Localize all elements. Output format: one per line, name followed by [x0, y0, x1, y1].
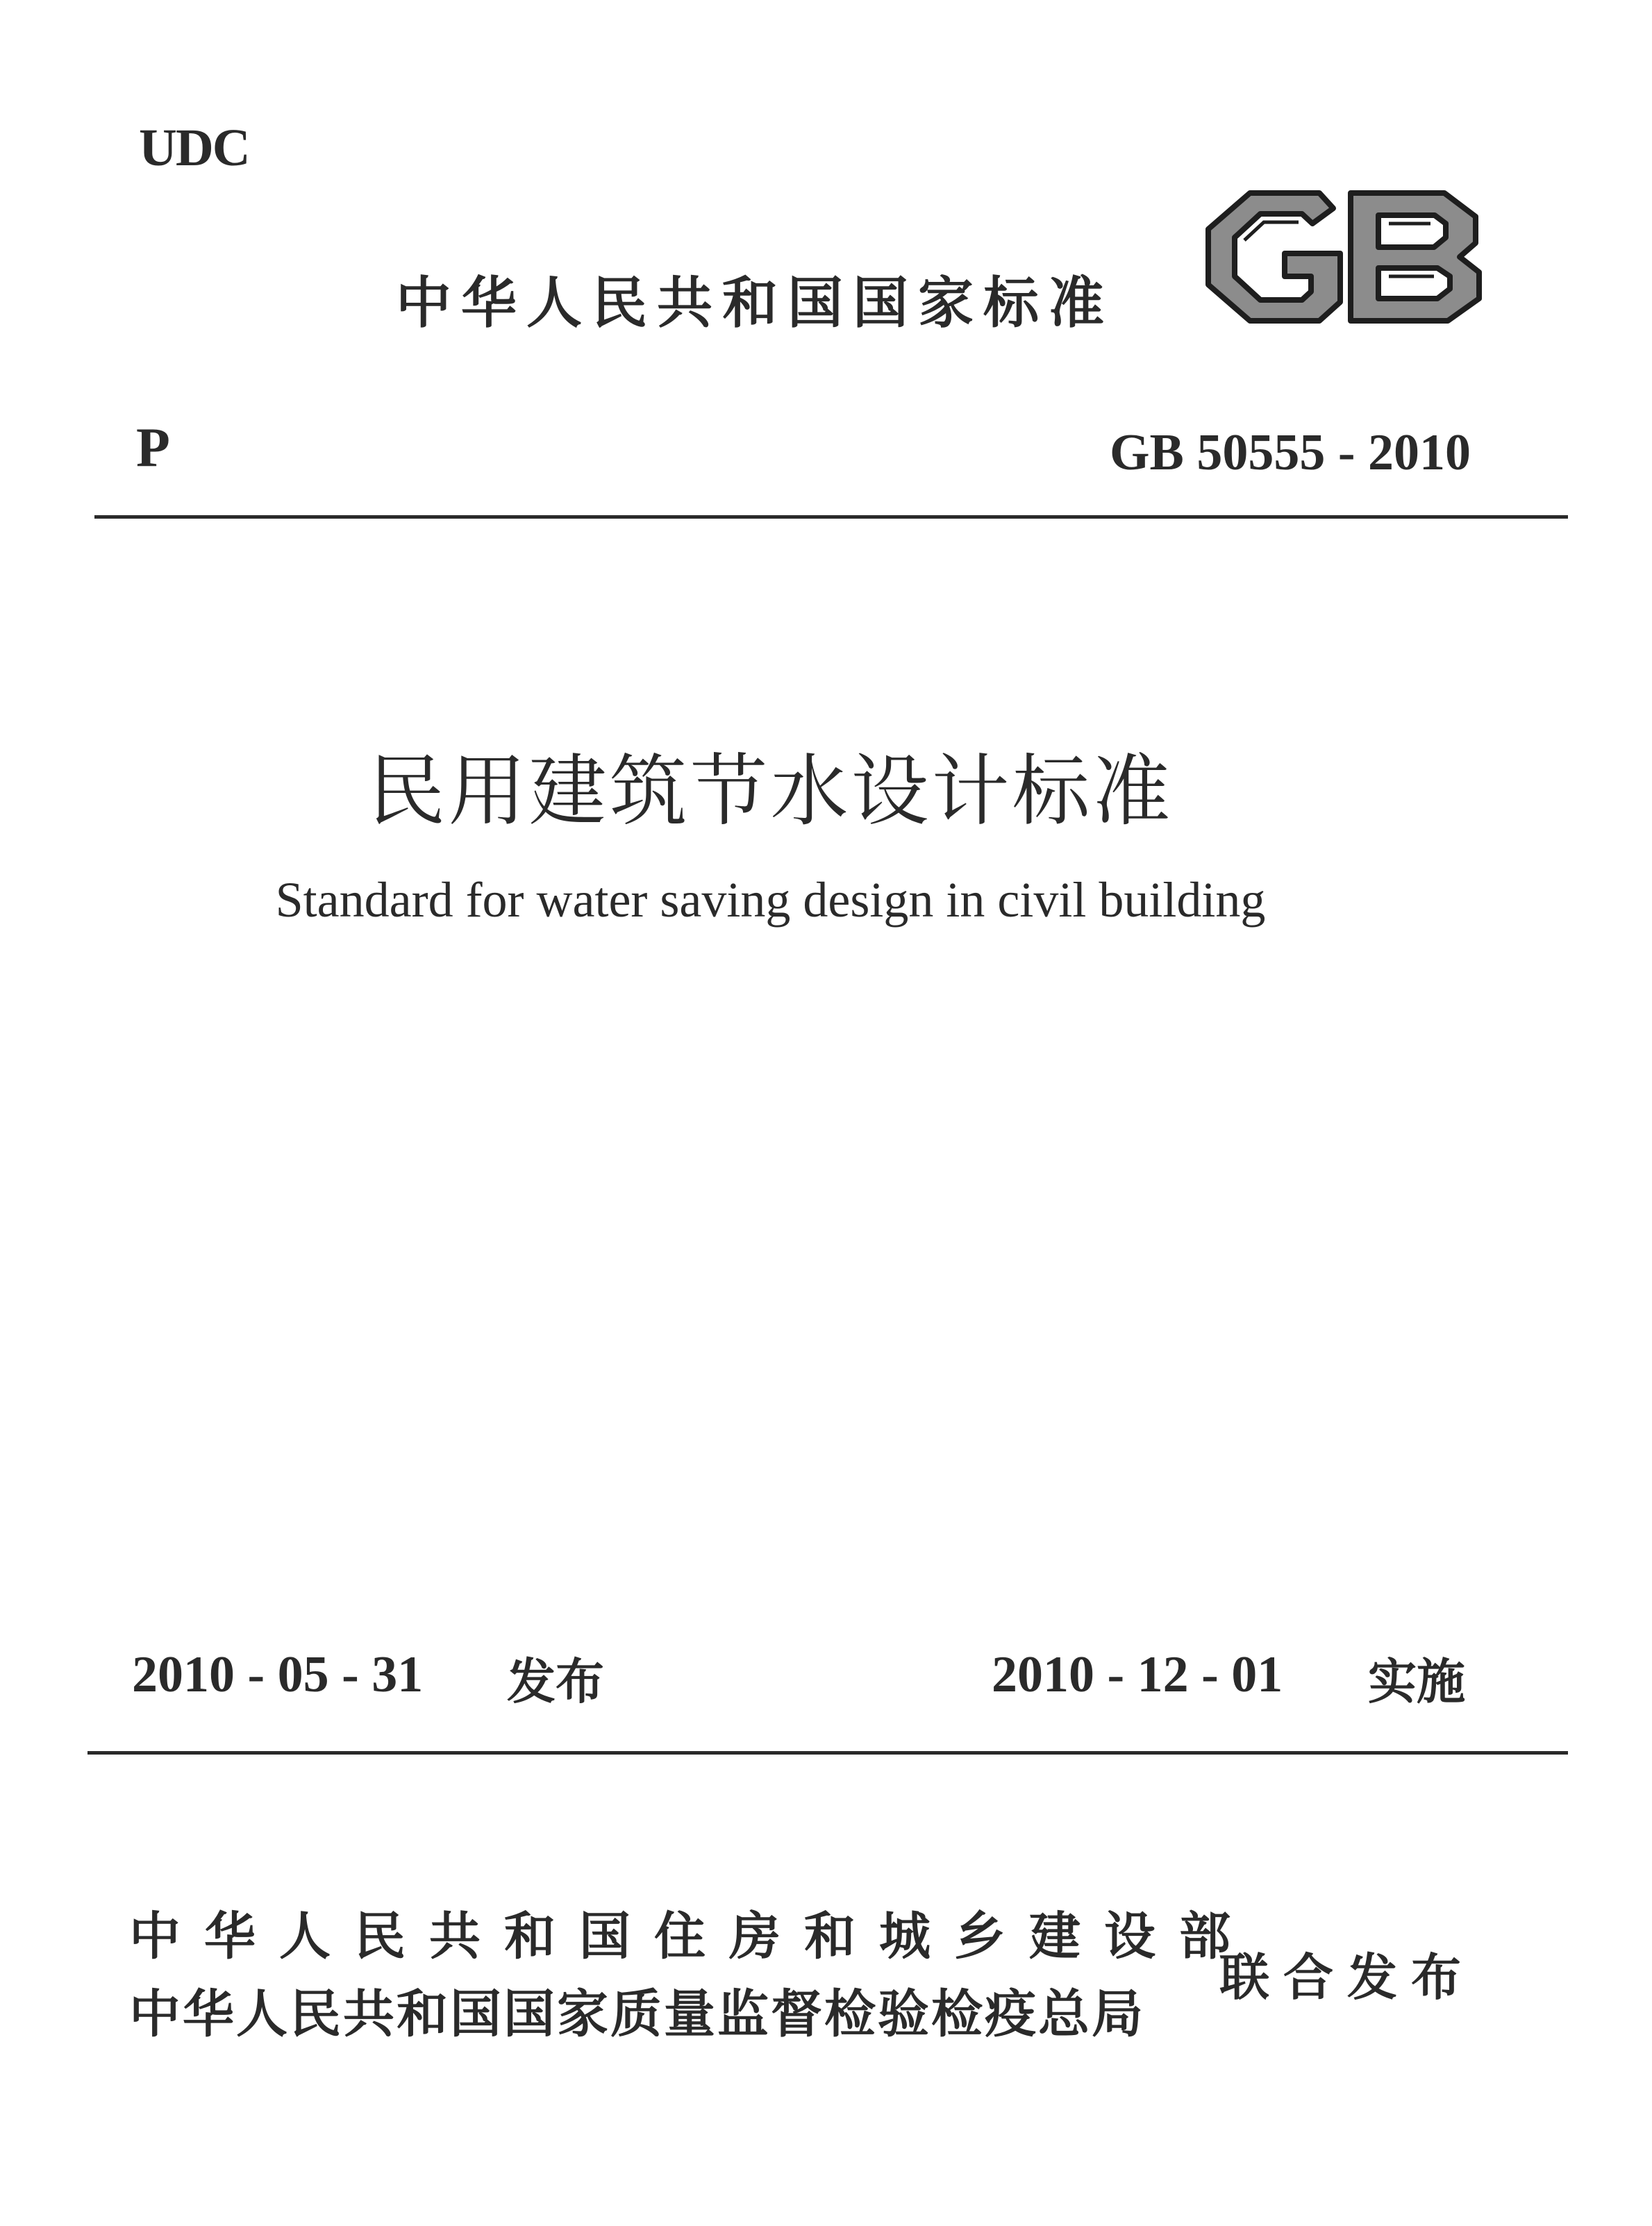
joint-publication-label: 联合发布	[1219, 1948, 1476, 2007]
gb-logo	[1201, 187, 1486, 326]
bottom-divider	[87, 1751, 1568, 1755]
issue-label: 发布	[507, 1653, 604, 1710]
udc-label: UDC	[139, 119, 249, 177]
top-divider	[94, 515, 1568, 519]
publisher-housing-ministry: 中华人民共和国住房和城乡建设部	[129, 1907, 1254, 1966]
title-english: Standard for water saving design in civil building	[275, 872, 1266, 928]
national-standard-heading: 中华人民共和国国家标准	[396, 271, 1114, 335]
title-chinese: 民用建筑节水设计标准	[367, 746, 1174, 837]
publisher-quality-administration: 中华人民共和国国家质量监督检验检疫总局	[129, 1984, 1145, 2044]
classification-code: P	[136, 417, 170, 478]
implementation-date: 2010 - 12 - 01	[992, 1646, 1283, 1703]
issue-date: 2010 - 05 - 31	[132, 1646, 424, 1703]
gb-logo-letter-b	[1351, 193, 1479, 321]
implementation-label: 实施	[1368, 1653, 1465, 1710]
gb-logo-letter-g	[1208, 193, 1340, 321]
standard-number: GB 50555 - 2010	[1109, 424, 1471, 481]
